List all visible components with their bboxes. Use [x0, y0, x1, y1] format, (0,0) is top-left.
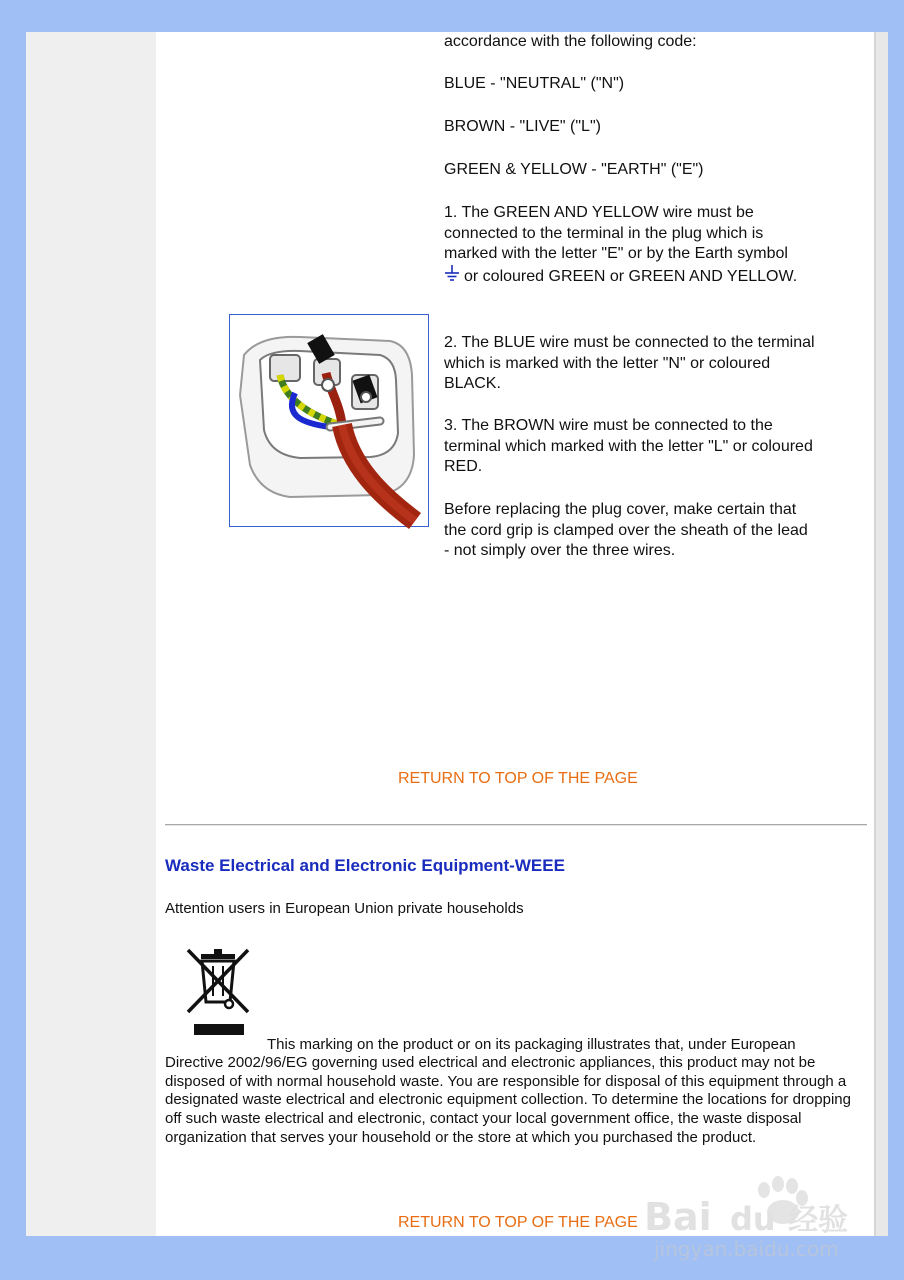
baidu-watermark [638, 1172, 878, 1262]
wiring-step-2: 2. The BLUE wire must be connected to the terminal which is marked with the letter "N" or coloured BLACK. [444, 334, 815, 392]
wire-code-green-yellow: GREEN & YELLOW - "EARTH" ("E") [444, 161, 704, 178]
return-to-top-link-2[interactable]: RETURN TO TOP OF THE PAGE [398, 1214, 638, 1231]
watermark-url: jingyan.baidu.com [654, 1237, 839, 1261]
watermark-cn: 经验 [788, 1203, 848, 1238]
weee-heading: Waste Electrical and Electronic Equipment-WEEE [165, 856, 565, 875]
section-divider [165, 824, 867, 826]
wire-code-brown: BROWN - "LIVE" ("L") [444, 118, 601, 135]
wiring-step-3: 3. The BROWN wire must be connected to the terminal which marked with the letter "L" or coloured RED. [444, 417, 813, 475]
plug-cover-note: Before replacing the plug cover, make certain that the cord grip is clamped over the sheath of the lead - not simply over the three wires. [444, 501, 808, 559]
watermark-brand-2: du [730, 1200, 776, 1238]
wiring-step-1-text: 1. The GREEN AND YELLOW wire must be connected to the terminal in the plug which is marked with the letter "E" or by the Earth symbol [444, 204, 788, 262]
return-to-top-link-1[interactable]: RETURN TO TOP OF THE PAGE [398, 770, 638, 787]
wire-code-blue: BLUE - "NEUTRAL" ("N") [444, 75, 625, 92]
right-border [876, 32, 888, 1236]
wiring-step-1-cont: or coloured GREEN or GREEN AND YELLOW. [464, 267, 798, 285]
left-gutter [26, 32, 156, 1236]
wiring-intro: accordance with the following code: [444, 33, 697, 50]
page-frame [26, 32, 888, 1261]
weee-body-first-line: This marking on the product or on its packaging illustrates that, under European [267, 1036, 796, 1053]
watermark-brand: Bai [644, 1195, 712, 1239]
weee-body: Directive 2002/96/EG governing used electrical and electronic appliances, this product may not be disposed of with normal household waste. You are responsible for disposal of this equipment through a designated waste electrical and electronic equipment collection. To determine the locations for dropping off such waste electrical and electronic, contact your local government office, the waste disposal organization that serves your household or the store at which you purchased the product. [165, 1054, 851, 1146]
weee-attention: Attention users in European Union private households [165, 900, 524, 917]
crossed-out-wheelie-bin-icon [184, 946, 254, 1038]
wiring-step-1 [444, 203, 816, 287]
earth-symbol-icon [444, 265, 460, 283]
plug-wiring-diagram [229, 314, 429, 527]
